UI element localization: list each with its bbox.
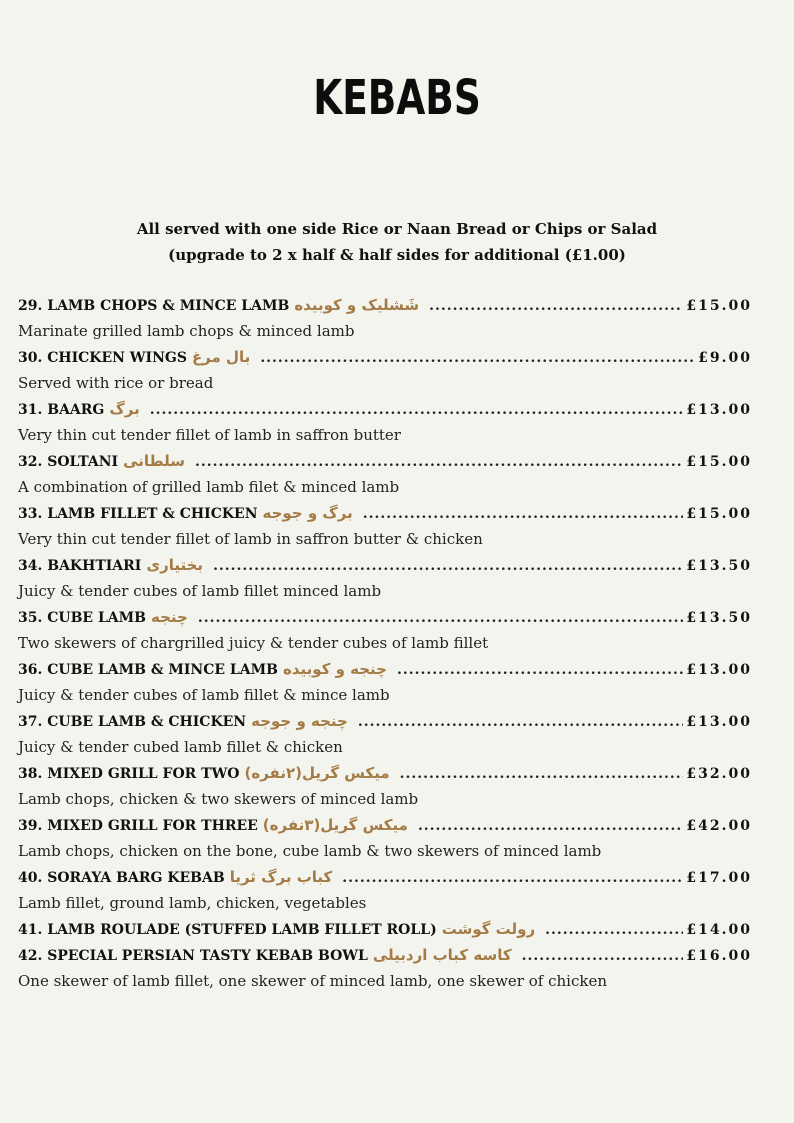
menu-item-name: 31. BAARG: [18, 402, 105, 418]
dot-leader: [198, 605, 684, 631]
menu-item: [18, 656, 752, 682]
menu-item-name: 37. CUBE LAMB & CHICKEN: [18, 714, 247, 730]
menu-item-persian-name: چنجه: [151, 608, 188, 626]
menu-item: [18, 812, 752, 838]
menu-item-persian-name: میکس گریل(۳نفره): [262, 816, 408, 834]
menu-item-persian-name: چنجه و جوجه: [251, 712, 348, 730]
serving-note-line-2: (upgrade to 2 x half & half sides for additional (£1.00): [168, 246, 626, 264]
menu-item-description: Juicy & tender cubes of lamb fillet minced lamb: [18, 582, 382, 600]
menu-item: [18, 760, 752, 786]
dot-leader: [429, 293, 683, 319]
menu-item-description: Lamb chops, chicken on the bone, cube lamb & two skewers of minced lamb: [18, 842, 602, 860]
menu-item-name: 39. MIXED GRILL FOR THREE: [18, 818, 258, 834]
menu-item-name: 32. SOLTANI: [18, 454, 119, 470]
menu-item-persian-name: بال مرغ: [191, 348, 251, 366]
dot-leader: [260, 345, 695, 371]
serving-note: [0, 216, 794, 268]
menu-item-price: £13.00: [686, 714, 752, 730]
dot-leader: [150, 397, 684, 423]
menu-item-description: One skewer of lamb fillet, one skewer of minced lamb, one skewer of chicken: [18, 972, 607, 990]
menu-item: [18, 292, 752, 318]
page-title: KEBABS: [313, 70, 481, 126]
menu-item-name: 42. SPECIAL PERSIAN TASTY KEBAB BOWL: [18, 948, 368, 964]
menu-item-name: 41. LAMB ROULADE (STUFFED LAMB FILLET ROLL): [18, 922, 437, 938]
menu-item-name: 29. LAMB CHOPS & MINCE LAMB: [18, 298, 290, 314]
dot-leader: [522, 943, 684, 969]
menu-item-price: £15.00: [686, 506, 752, 522]
menu-item-name: 35. CUBE LAMB: [18, 610, 146, 626]
kebab-menu-list: [18, 292, 752, 994]
menu-item-description: Two skewers of chargrilled juicy & tender cubes of lamb fillet: [18, 634, 489, 652]
menu-item: [18, 916, 752, 942]
menu-item: [18, 500, 752, 526]
dot-leader: [342, 865, 683, 891]
menu-item-description: Juicy & tender cubes of lamb fillet & mince lamb: [18, 686, 390, 704]
menu-item: [18, 864, 752, 890]
menu-item-persian-name: برگ و جوجه: [262, 504, 353, 522]
menu-item-price: £9.00: [698, 350, 752, 366]
menu-item-name: 30. CHICKEN WINGS: [18, 350, 187, 366]
menu-item-price: £13.00: [686, 662, 752, 678]
menu-item-description: A combination of grilled lamb filet & minced lamb: [18, 478, 400, 496]
menu-item-price: £15.00: [686, 298, 752, 314]
dot-leader: [545, 917, 683, 943]
dot-leader: [400, 761, 684, 787]
menu-item-price: £16.00: [686, 948, 752, 964]
serving-note-line-1: All served with one side Rice or Naan Bread or Chips or Salad: [136, 220, 658, 238]
menu-item-persian-name: چنجه و کوبیده: [282, 660, 387, 678]
menu-item-description: Marinate grilled lamb chops & minced lamb: [18, 322, 355, 340]
menu-item-price: £13.00: [686, 402, 752, 418]
menu-item-price: £13.50: [686, 610, 752, 626]
dot-leader: [397, 657, 683, 683]
menu-item-name: 40. SORAYA BARG KEBAB: [18, 870, 225, 886]
menu-item-description: Very thin cut tender fillet of lamb in saffron butter & chicken: [18, 530, 483, 548]
dot-leader: [358, 709, 684, 735]
menu-item-description: Very thin cut tender fillet of lamb in saffron butter: [18, 426, 401, 444]
dot-leader: [213, 553, 683, 579]
menu-item-name: 36. CUBE LAMB & MINCE LAMB: [18, 662, 278, 678]
menu-item-price: £15.00: [686, 454, 752, 470]
menu-item-price: £17.00: [686, 870, 752, 886]
dot-leader: [418, 813, 683, 839]
menu-item-persian-name: کاسه کباب اردبیلی: [372, 946, 512, 964]
menu-item-persian-name: بختیاری: [146, 556, 204, 574]
menu-item: [18, 448, 752, 474]
dot-leader: [195, 449, 683, 475]
menu-item-name: 38. MIXED GRILL FOR TWO: [18, 766, 240, 782]
menu-item-description: Served with rice or bread: [18, 374, 214, 392]
dot-leader: [363, 501, 684, 527]
menu-item-persian-name: برگ: [109, 400, 140, 418]
menu-item-name: 34. BAKHTIARI: [18, 558, 142, 574]
menu-item-description: Lamb fillet, ground lamb, chicken, vegetables: [18, 894, 367, 912]
menu-item: [18, 942, 752, 968]
menu-item: [18, 344, 752, 370]
menu-item-price: £42.00: [686, 818, 752, 834]
menu-item-description: Juicy & tender cubed lamb fillet & chicken: [18, 738, 343, 756]
menu-item-price: £32.00: [686, 766, 752, 782]
menu-item: [18, 708, 752, 734]
menu-item-description: Lamb chops, chicken & two skewers of minced lamb: [18, 790, 419, 808]
menu-item: [18, 552, 752, 578]
menu-item: [18, 604, 752, 630]
menu-item: [18, 396, 752, 422]
menu-item-persian-name: شَشلیک و کوبیده: [294, 296, 420, 314]
menu-item-name: 33. LAMB FILLET & CHICKEN: [18, 506, 258, 522]
menu-item-persian-name: کباب برگ ثریا: [229, 868, 333, 886]
menu-item-persian-name: سلطانی: [123, 452, 186, 470]
menu-item-price: £13.50: [686, 558, 752, 574]
menu-item-persian-name: رولت گوشت: [441, 920, 536, 938]
menu-item-price: £14.00: [686, 922, 752, 938]
menu-item-persian-name: میکس گریل(۲نفره): [244, 764, 390, 782]
